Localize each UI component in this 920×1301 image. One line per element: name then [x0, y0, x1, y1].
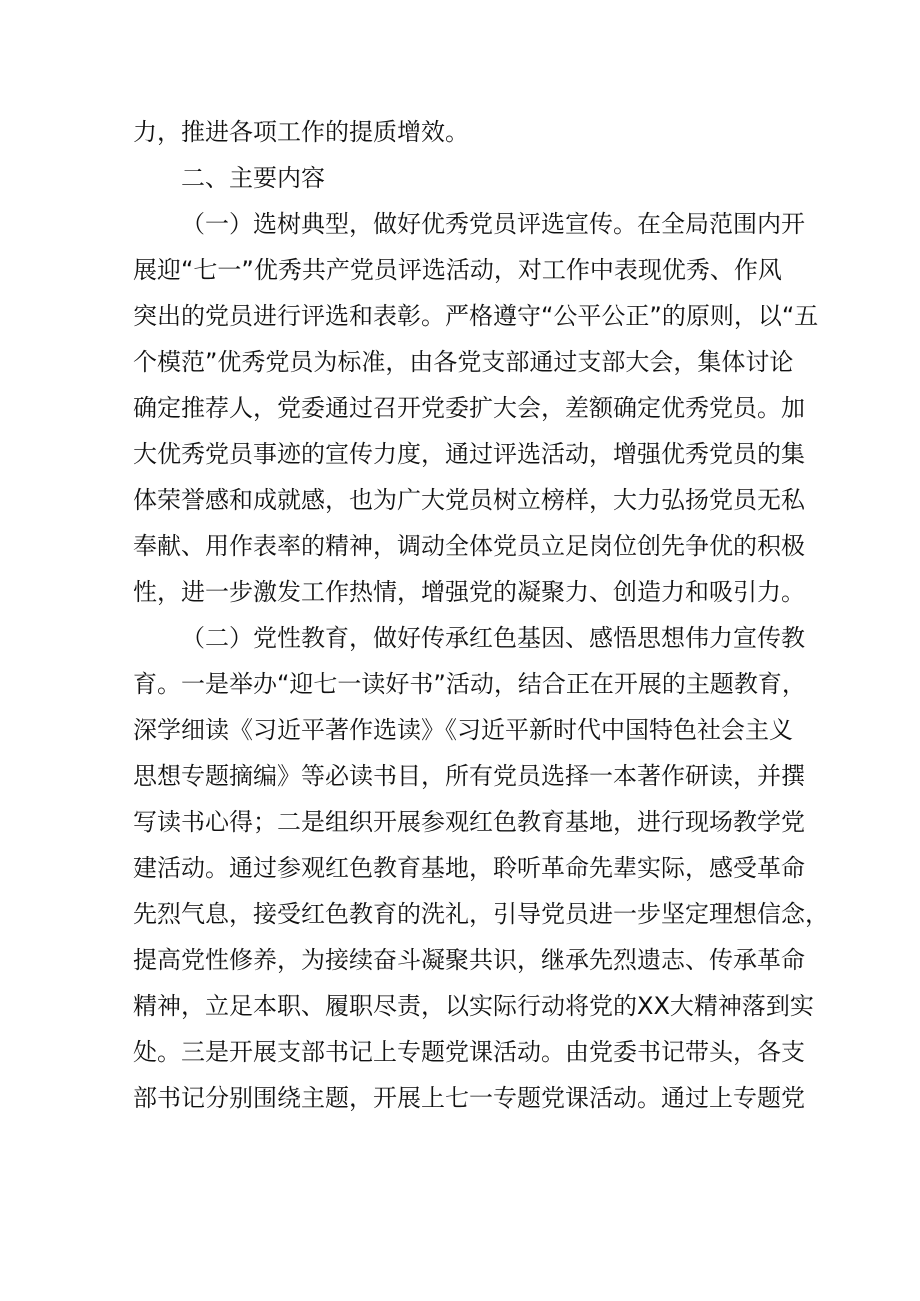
- paragraph-line: 体荣誉感和成就感，也为广大党员树立榜样，大力弘扬党员无私: [133, 486, 805, 514]
- paragraph-line: 先烈气息，接受红色教育的洗礼，引导党员进一步坚定理想信念，: [133, 900, 829, 928]
- paragraph-line: 写读书心得；二是组织开展参观红色教育基地，进行现场教学党: [133, 808, 805, 836]
- paragraph-line: 性，进一步激发工作热情，增强党的凝聚力、创造力和吸引力。: [133, 578, 805, 606]
- paragraph-line: 建活动。通过参观红色教育基地，聆听革命先辈实际，感受革命: [133, 854, 805, 882]
- paragraph-line: 展迎“七一”优秀共产党员评选活动，对工作中表现优秀、作风: [133, 256, 782, 284]
- paragraph-line: 力，推进各项工作的提质增效。: [133, 118, 469, 146]
- paragraph-line: 育。一是举办“迎七一读好书”活动，结合正在开展的主题教育，: [133, 670, 806, 698]
- paragraph-line: 突出的党员进行评选和表彰。严格遵守“公平公正”的原则，以“五: [133, 302, 819, 330]
- paragraph-line: （一）选树典型，做好优秀党员评选宣传。在全局范围内开: [181, 210, 805, 238]
- paragraph-line: 大优秀党员事迹的宣传力度，通过评选活动，增强优秀党员的集: [133, 440, 805, 468]
- paragraph-line: 确定推荐人，党委通过召开党委扩大会，差额确定优秀党员。加: [133, 394, 805, 422]
- paragraph-line: 个模范”优秀党员为标准，由各党支部通过支部大会，集体讨论: [133, 348, 794, 376]
- paragraph-line: （二）党性教育，做好传承红色基因、感悟思想伟力宣传教: [181, 624, 805, 652]
- paragraph-line: 精神，立足本职、履职尽责，以实际行动将党的XX大精神落到实: [133, 992, 814, 1020]
- paragraph-line: 部书记分别围绕主题，开展上七一专题党课活动。通过上专题党: [133, 1084, 805, 1112]
- section-heading: 二、主要内容: [181, 164, 325, 192]
- document-body: [133, 109, 829, 1121]
- paragraph-line: 处。三是开展支部书记上专题党课活动。由党委书记带头，各支: [133, 1038, 805, 1066]
- paragraph-line: 奉献、用作表率的精神，调动全体党员立足岗位创先争优的积极: [133, 532, 805, 560]
- paragraph-line: 提高党性修养，为接续奋斗凝聚共识，继承先烈遗志、传承革命: [133, 946, 805, 974]
- paragraph-line: 思想专题摘编》等必读书目，所有党员选择一本著作研读，并撰: [133, 762, 805, 790]
- paragraph-line: 深学细读《习近平著作选读》《习近平新时代中国特色社会主义: [133, 716, 793, 744]
